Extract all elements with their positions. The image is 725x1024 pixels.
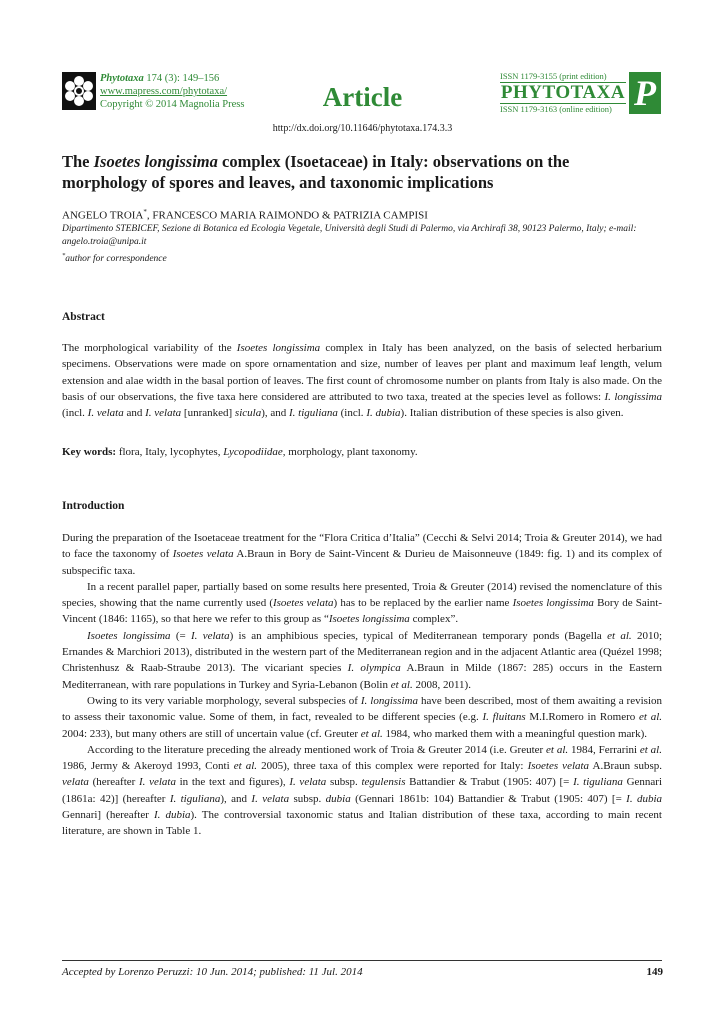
article-label: Article <box>322 82 403 112</box>
doi-link[interactable]: http://dx.doi.org/10.11646/phytotaxa.174.3.3 <box>272 123 453 134</box>
copyright: Copyright © 2014 Magnolia Press <box>100 99 245 110</box>
intro-paragraph-2: In a recent parallel paper, partially based on some results here presented, Troia & Greuter (2014) revised the nomenclature of this species, showing that the name currently used (Isoetes velata) has to be replaced by the earlier name Isoetes longissima Bory de Saint-Vincent (1846: 1165), so that here we refer to this group as “Isoetes longissima complex”. <box>62 580 662 626</box>
intro-body <box>62 530 662 840</box>
paper-title: The Isoetes longissima complex (Isoetaceae) in Italy: observations on the morphology of spores and leaves, and taxonomic implications <box>62 152 570 192</box>
footer-rule <box>62 960 662 961</box>
phytotaxa-logo: P <box>629 72 661 114</box>
volume-pages: 174 (3): 149–156 <box>146 73 220 84</box>
journal-url[interactable]: www.mapress.com/phytotaxa/ <box>100 86 228 97</box>
abstract-text: The morphological variability of the Isoetes longissima complex in Italy has been analyzed, on the basis of selected herbarium specimens. Observations were made on spore ornamentation and size, number of leaves per plant and maximum leaf length, velum extension and alae width in the basal portion of leaves. The first count of chromosome number on plants from Italy is also made. On the basis of our observations, the five taxa here considered are attributed to two taxa, treated at the species level as follows: I. longissima (incl. I. velata and I. velata [unranked] sicula), and I. tiguliana (incl. I. dubia). Italian distribution of these species is also given. <box>62 342 662 420</box>
accepted-note: Accepted by Lorenzo Peruzzi: 10 Jun. 2014; published: 11 Jul. 2014 <box>62 966 363 978</box>
introduction-heading: Introduction <box>62 500 125 512</box>
intro-paragraph-3: Isoetes longissima (= I. velata) is an amphibious species, typical of Mediterranean temporary ponds (Bagella et al. 2010; Ernandes & Marchiori 2013), distributed in the western part of the Mediterranean region and in the adjacent Atlantic area (Quézel 1998; Christenhusz & Raab-Straube 2013). The vicariant species I. olympica A.Braun in Milde (1867: 285) occurs in the Eastern Mediterranean, with rare populations in Turkey and Syria-Lebanon (Bolin et al. 2008, 2011). <box>62 629 662 691</box>
intro-paragraph-5: According to the literature preceding the already mentioned work of Troia & Greuter 2014 (i.e. Greuter et al. 1984, Ferrarini et al. 1986, Jermy & Akeroyd 1993, Conti et al. 2005), three taxa of this complex were reported for Italy: Isoetes velata A.Braun subsp. velata (hereafter I. velata in the text and figures), I. velata subsp. tegulensis Battandier & Trabut (1905: 407) [= I. tiguliana Gennari (1861a: 42)] (hereafter I. tiguliana), and I. velata subsp. dubia (Gennari 1861b: 104) Battandier & Trabut (1905: 407) [= I. dubia Gennari] (hereafter I. dubia). The controversial taxonomic status and Italian distribution of these taxa, according to main recent literature, are shown in Table 1. <box>62 743 663 838</box>
journal-name: Phytotaxa <box>100 73 144 84</box>
abstract-heading: Abstract <box>62 311 105 323</box>
intro-paragraph-1: During the preparation of the Isoetaceae treatment for the “Flora Critica d’Italia” (Cecchi & Selvi 2014; Troia & Greuter 2014), we had to face the taxonomy of Isoetes velata A.Braun in Bory de Saint-Vincent & Durieu de Maisonneuve (1849: fig. 1) and its complex of subspecific taxa. <box>62 532 662 577</box>
affiliation: Dipartimento STEBICEF, Sezione di Botanica ed Ecologia Vegetale, Università degli Studi di Palermo, via Archirafi 38, 90123 Palermo, Italy; e-mail: angelo.troia@unipa.it *author for correspondence <box>62 224 637 265</box>
author-list: ANGELO TROIA*, FRANCESCO MARIA RAIMONDO & PATRIZIA CAMPISI <box>62 208 428 222</box>
intro-paragraph-4: Owing to its very variable morphology, several subspecies of I. longissima have been described, most of them awaiting a revision to assess their taxonomic value. Some of them, in fact, revealed to be different species (e.g. I. fluitans M.I.Romero in Romero et al. 2004: 233), but many others are still of uncertain value (cf. Greuter et al. 1984, who marked them with a meaningful question mark). <box>62 694 663 740</box>
issn-print: ISSN 1179-3155 (print edition) <box>500 71 607 81</box>
keywords: Key words: flora, Italy, lycophytes, Lycopodiidae, morphology, plant taxonomy. <box>62 446 418 458</box>
phytotaxa-brand: PHYTOTAXA <box>500 82 626 103</box>
issn-online: ISSN 1179-3163 (online edition) <box>500 104 612 114</box>
page-number: 149 <box>646 966 663 978</box>
